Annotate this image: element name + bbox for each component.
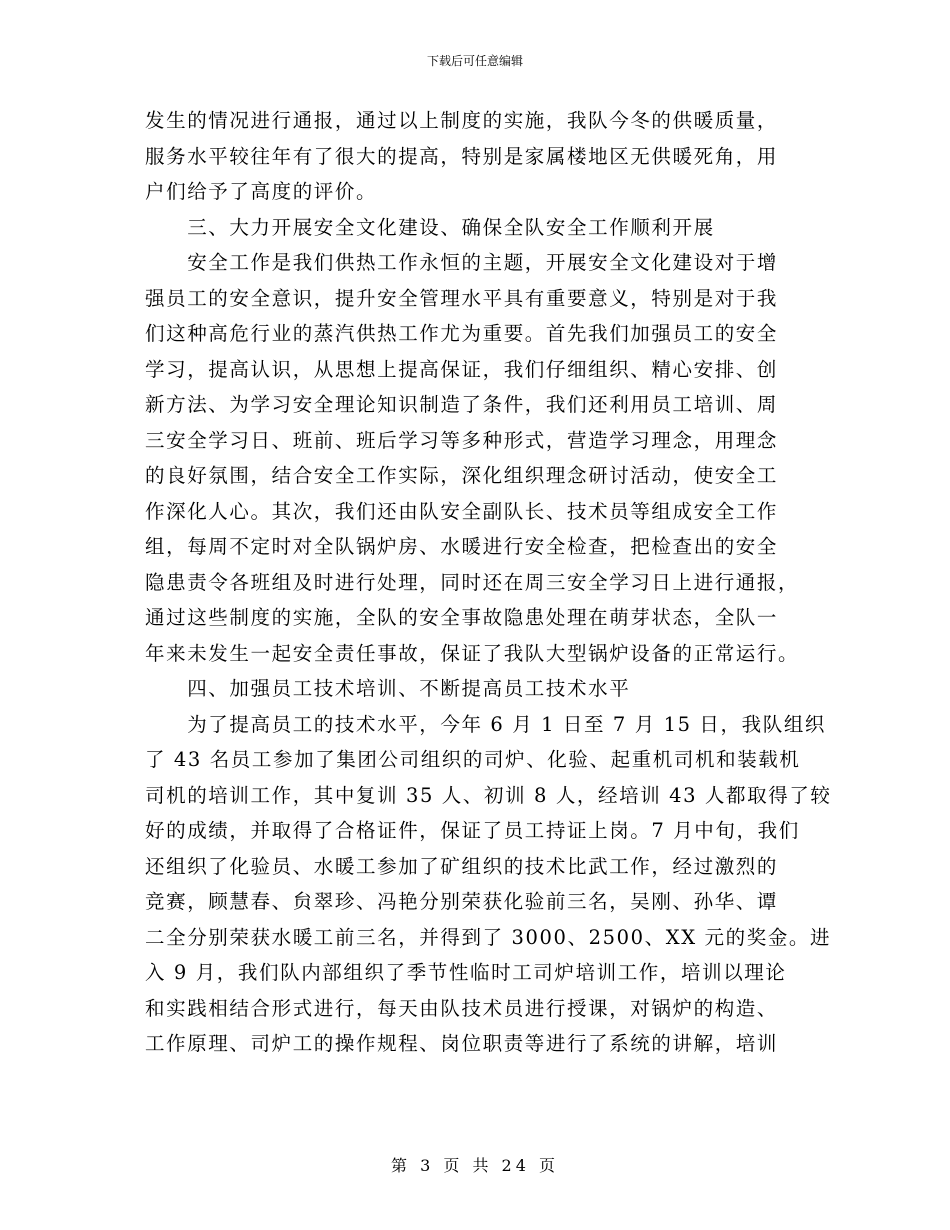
text-line: 司机的培训工作，其中复训 35 人、初训 8 人，经培训 43 人都取得了较	[145, 783, 832, 807]
text-line: 服务水平较往年有了很大的提高，特别是家属楼地区无供暖死角，用	[145, 144, 779, 168]
text-line: 入 9 月，我们队内部组织了季节性临时工司炉培训工作，培训以理论	[145, 961, 787, 984]
text-line: 安全工作是我们供热工作永恒的主题，开展安全文化建设对于增	[145, 251, 779, 274]
text-line: 和实践相结合形式进行，每天由队技术员进行授课，对锅炉的构造、	[145, 996, 779, 1020]
text-line: 作深化人心。其次，我们还由队安全副队长、技术员等组成安全工作	[145, 499, 779, 523]
text-line: 的良好氛围，结合安全工作实际，深化组织理念研讨活动，使安全工	[145, 464, 779, 487]
text-line: 为了提高员工的技术水平，今年 6 月 1 日至 7 月 15 日，我队组织	[145, 712, 827, 736]
text-line: 组，每周不定时对全队锅炉房、水暖进行安全检查，把检查出的安全	[145, 535, 779, 558]
text-line: 三安全学习日、班前、班后学习等多种形式，营造学习理念，用理念	[145, 428, 779, 452]
section-heading: 四、加强员工技术培训、不断提高员工技术水平	[145, 677, 631, 700]
text-line: 学习，提高认识，从思想上提高保证，我们仔细组织、精心安排、创	[145, 357, 779, 381]
text-line: 年来未发生一起安全责任事故，保证了我队大型锅炉设备的正常运行。	[145, 641, 800, 665]
text-line: 好的成绩，并取得了合格证件，保证了员工持证上岗。7 月中旬，我们	[145, 819, 800, 842]
text-line: 新方法、为学习安全理论知识制造了条件，我们还利用员工培训、周	[145, 393, 779, 416]
text-line: 了 43 名员工参加了集团公司组织的司炉、化验、起重机司机和装载机	[145, 748, 801, 771]
text-line: 发生的情况进行通报，通过以上制度的实施，我队今冬的供暖质量，	[145, 109, 779, 132]
document-body	[145, 103, 832, 1062]
page-number: 第 3 页 共 24 页	[391, 1156, 559, 1175]
text-line: 二全分别荣获水暖工前三名，并得到了 3000、2500、XX 元的奖金。进	[145, 925, 832, 949]
text-line: 通过这些制度的实施，全队的安全事故隐患处理在萌芽状态，全队一	[145, 606, 779, 629]
section-heading: 三、大力开展安全文化建设、确保全队安全工作顺利开展	[145, 215, 715, 239]
text-line: 竞赛，顾慧春、贠翠珍、冯艳分别荣获化验前三名，吴刚、孙华、谭	[145, 890, 779, 913]
text-line: 隐患责令各班组及时进行处理，同时还在周三安全学习日上进行通报，	[145, 570, 800, 594]
page-header: 下载后可任意编辑	[426, 54, 523, 68]
text-line: 们这种高危行业的蒸汽供热工作尤为重要。首先我们加强员工的安全	[145, 322, 779, 345]
text-line: 户们给予了高度的评价。	[145, 180, 378, 203]
text-line: 强员工的安全意识，提升安全管理水平具有重要意义，特别是对于我	[145, 286, 779, 310]
text-line: 还组织了化验员、水暖工参加了矿组织的技术比武工作，经过激烈的	[145, 854, 779, 878]
text-line: 工作原理、司炉工的操作规程、岗位职责等进行了系统的讲解，培训	[145, 1032, 779, 1055]
